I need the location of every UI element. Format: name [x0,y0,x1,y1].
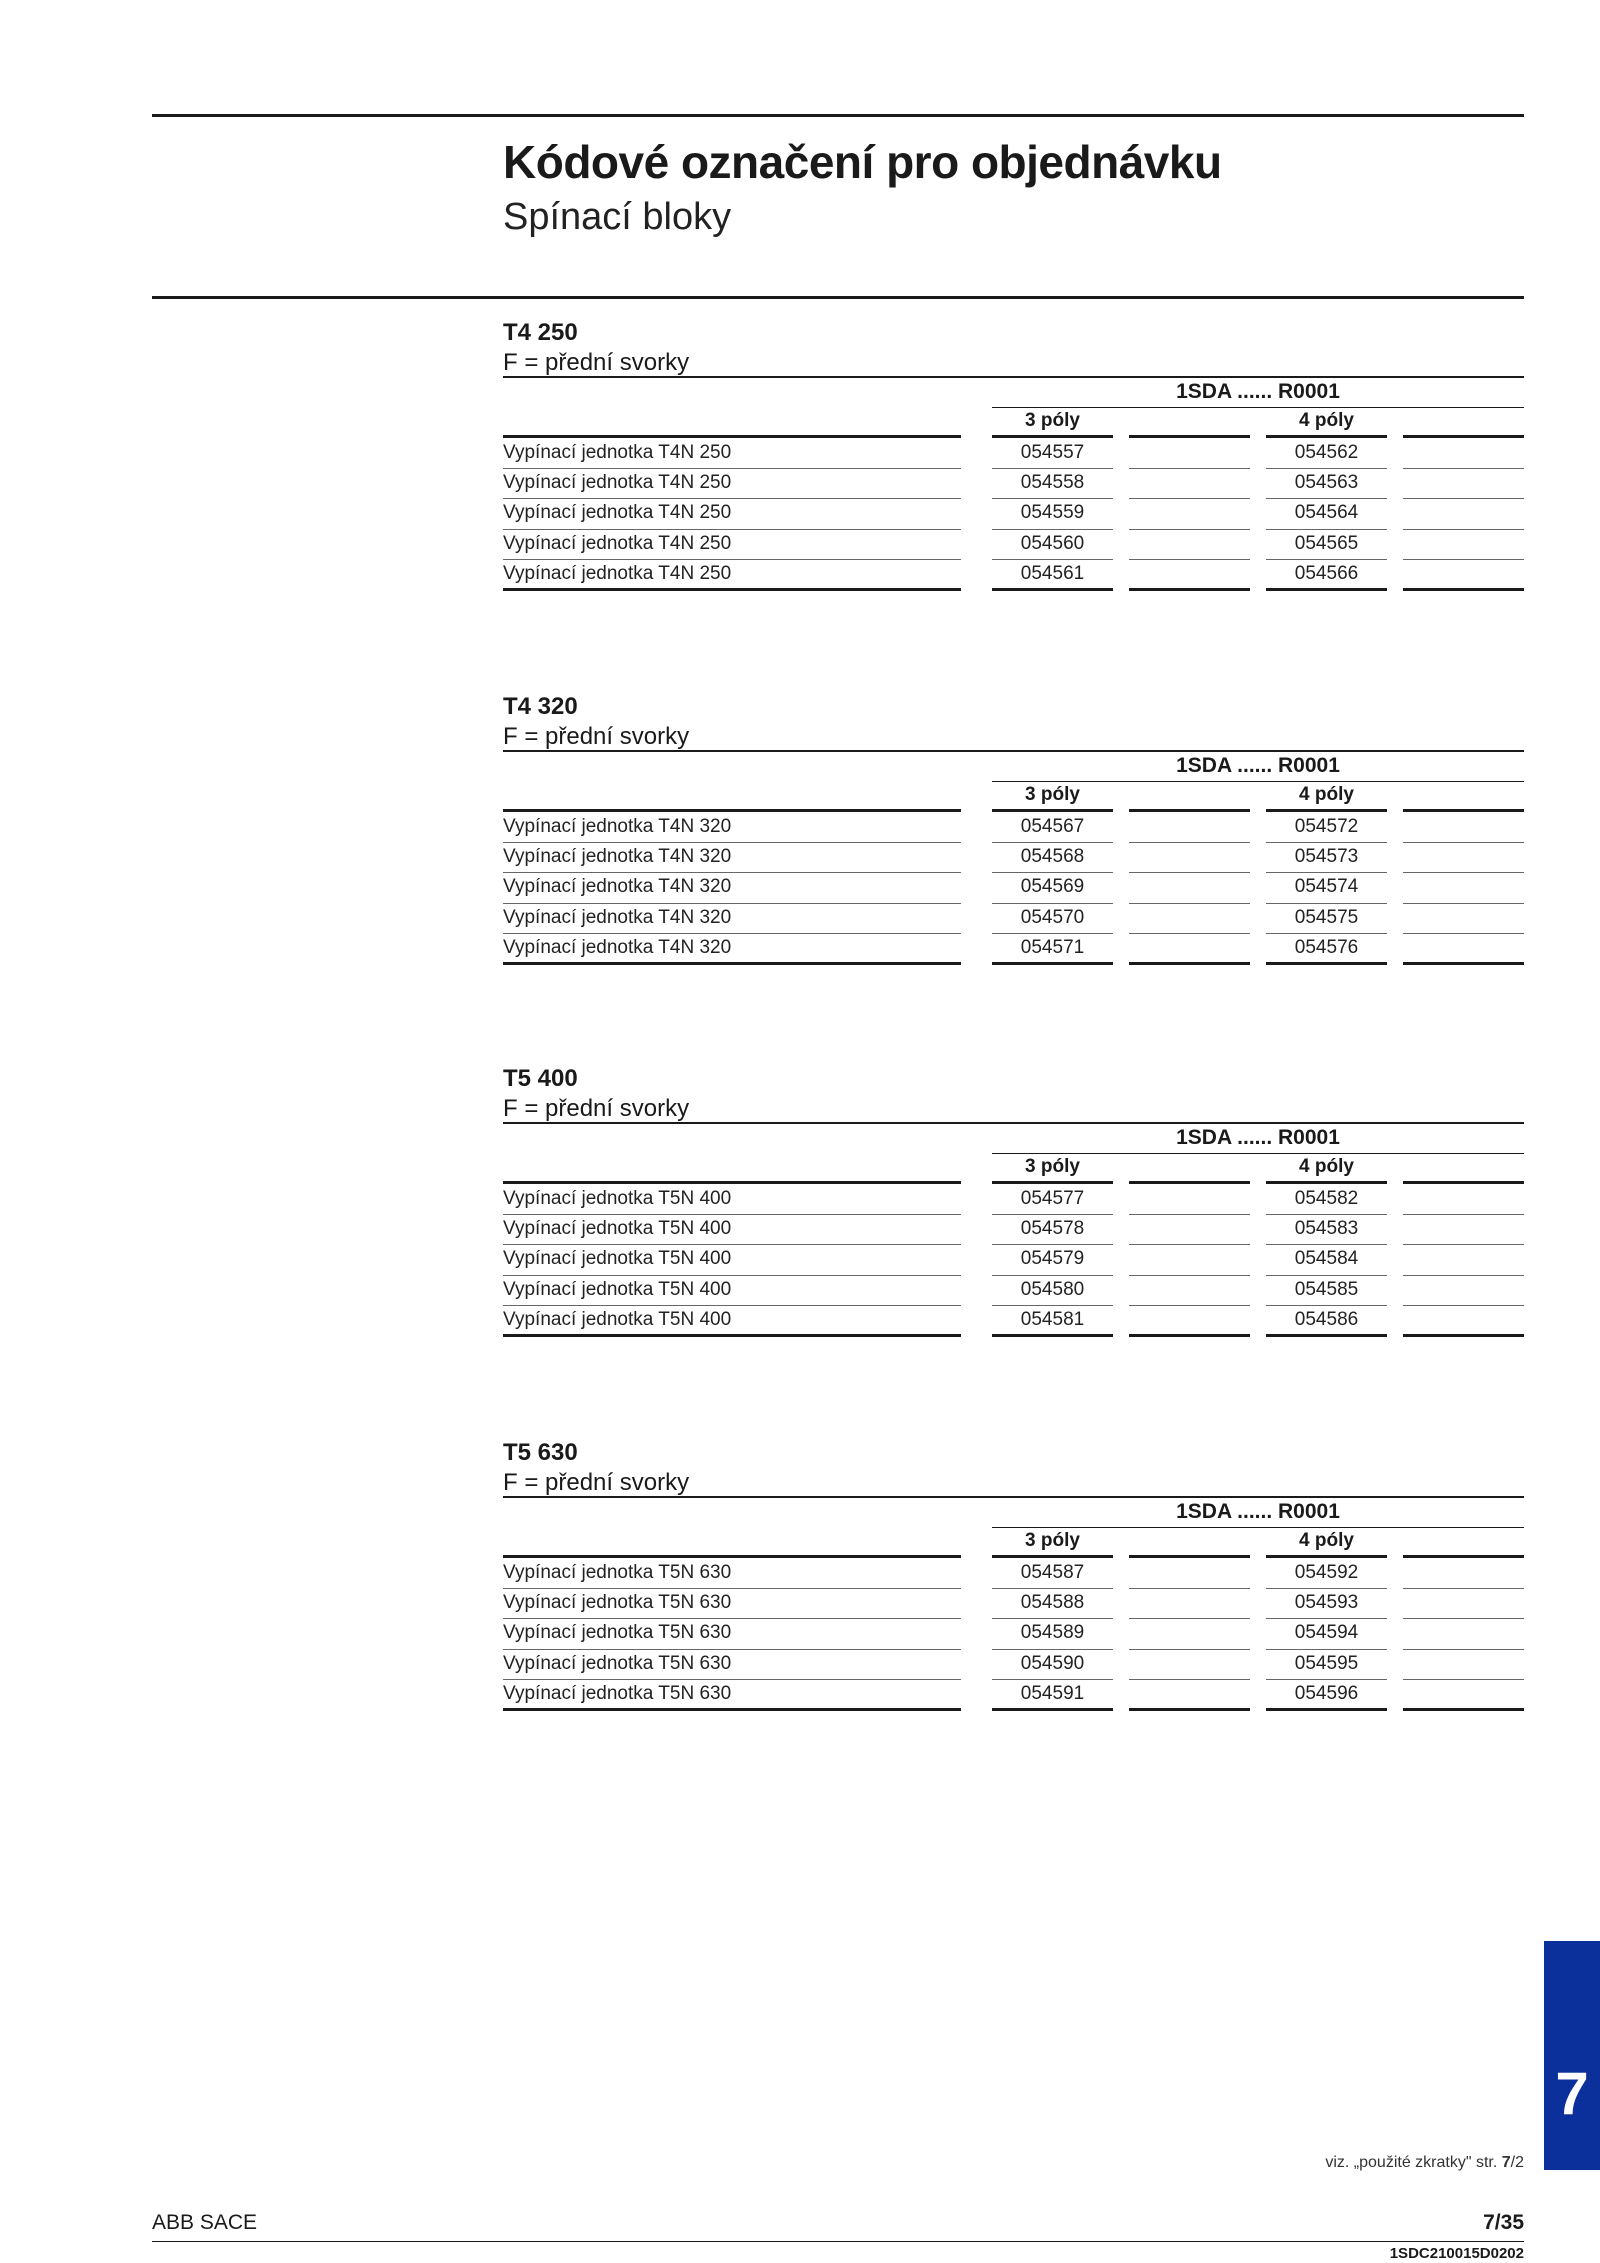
section-title: T4 320 [503,693,578,720]
order-code-3-poles: 054581 [1020,1308,1085,1330]
column-header-4-poles: 4 póly [1299,784,1354,805]
order-code-header: 1SDA ...... R0001 [1176,380,1340,403]
table-row-label: Vypínací jednotka T5N 630 [503,1652,732,1674]
table-row-divider [1129,529,1250,530]
table-row-divider [1129,468,1250,469]
order-code-3-poles: 054591 [1020,1682,1085,1704]
product-section [503,1438,1524,1718]
table-row-divider [1403,1649,1524,1650]
order-code-3-poles: 054567 [1020,816,1085,837]
section-title: T4 250 [503,319,578,346]
table-bottom-rule [503,962,961,965]
order-code-3-poles: 054589 [1020,1622,1085,1644]
table-row-divider [1129,1305,1250,1306]
order-code-3-poles: 054569 [1020,876,1085,898]
table-row-divider [1403,1275,1524,1276]
footer-rule [152,2241,1524,2242]
order-code-4-poles: 054563 [1294,472,1359,494]
table-bottom-rule [992,588,1113,591]
section-subtitle: F = přední svorky [503,1469,690,1496]
order-code-4-poles: 054564 [1294,502,1359,524]
order-code-header: 1SDA ...... R0001 [1176,1500,1340,1523]
table-bottom-rule [1129,962,1250,965]
footnote-page-rest: /2 [1510,2154,1524,2171]
chapter-number: 7 [1555,2060,1589,2127]
table-row-label: Vypínací jednotka T5N 630 [503,1622,732,1644]
footnote-page-bold: 7 [1501,2154,1511,2171]
page-title: Kódové označení pro objednávku [503,136,1222,188]
table-bottom-rule [1403,588,1524,591]
order-code-3-poles: 054559 [1020,502,1085,524]
table-row-divider [1129,1588,1250,1589]
table-row-divider [1129,498,1250,499]
table-row-divider [1129,1275,1250,1276]
chapter-tab [1544,1941,1600,2170]
table-bottom-rule [1403,1708,1524,1711]
order-code-3-poles: 054560 [1020,532,1085,554]
column-header-4-poles: 4 póly [1299,1530,1354,1551]
table-row-divider [1403,1244,1524,1245]
header [503,134,1222,244]
table-row-label: Vypínací jednotka T4N 250 [503,442,732,463]
product-section [503,692,1524,972]
order-code-4-poles: 054565 [1294,532,1359,554]
table-row-divider [1403,1214,1524,1215]
order-code-3-poles: 054570 [1020,906,1085,928]
table-row-label: Vypínací jednotka T4N 250 [503,502,732,524]
table-bottom-rule [1403,1334,1524,1337]
table-bottom-rule [1129,1708,1250,1711]
table-bottom-rule [1129,1334,1250,1337]
page-subtitle: Spínací bloky [503,196,732,238]
footer-company: ABB SACE [152,2211,258,2234]
order-code-3-poles: 054568 [1020,846,1085,868]
section-title: T5 400 [503,1065,578,1092]
order-code-4-poles: 054566 [1294,562,1359,584]
table-row-divider [1403,559,1524,560]
abbreviations-note [1325,2154,1524,2172]
section-title: T5 630 [503,1439,578,1466]
table-row-divider [1129,1618,1250,1619]
table-header-rule [1129,809,1250,812]
table-bottom-rule [1266,1708,1387,1711]
order-code-4-poles: 054596 [1294,1682,1359,1704]
order-code-4-poles: 054562 [1294,442,1359,463]
table-bottom-rule [503,588,961,591]
table-header-rule [1129,1181,1250,1184]
order-code-4-poles: 054574 [1294,876,1359,898]
section-subtitle: F = přední svorky [503,723,690,750]
table-row-divider [1129,842,1250,843]
table-bottom-rule [992,1334,1113,1337]
order-code-4-poles: 054572 [1294,816,1359,837]
section-subtitle: F = přední svorky [503,349,690,376]
table-row-label: Vypínací jednotka T4N 320 [503,906,732,928]
table-row-label: Vypínací jednotka T4N 320 [503,816,732,837]
table-row-label: Vypínací jednotka T4N 250 [503,532,732,554]
table-header-rule [1129,435,1250,438]
table-row-divider [1403,1305,1524,1306]
table-bottom-rule [992,962,1113,965]
table-row-divider [1403,903,1524,904]
header-rule [152,296,1524,299]
table-row-divider [1403,529,1524,530]
table-bottom-rule [1266,962,1387,965]
column-header-3-poles: 3 póly [1025,784,1080,805]
order-code-header: 1SDA ...... R0001 [1176,754,1340,777]
table-header-rule [1403,1555,1524,1558]
table-row-label: Vypínací jednotka T5N 400 [503,1188,732,1209]
order-code-3-poles: 054577 [1020,1188,1085,1209]
order-code-3-poles: 054590 [1020,1652,1085,1674]
table-bottom-rule [503,1708,961,1711]
column-header-4-poles: 4 póly [1299,1156,1354,1177]
table-row-divider [1129,1214,1250,1215]
order-code-4-poles: 054583 [1294,1218,1359,1240]
order-code-4-poles: 054593 [1294,1592,1359,1614]
order-code-4-poles: 054573 [1294,846,1359,868]
order-code-3-poles: 054557 [1020,442,1085,463]
order-code-4-poles: 054584 [1294,1248,1359,1270]
table-bottom-rule [1266,588,1387,591]
table-bottom-rule [1266,1334,1387,1337]
order-code-3-poles: 054571 [1020,936,1085,958]
order-code-4-poles: 054586 [1294,1308,1359,1330]
table-row-divider [1403,1588,1524,1589]
column-header-3-poles: 3 póly [1025,410,1080,431]
table-row-label: Vypínací jednotka T4N 320 [503,936,732,958]
table-row-divider [1129,933,1250,934]
table-row-divider [1403,1679,1524,1680]
table-row-label: Vypínací jednotka T5N 400 [503,1218,732,1240]
table-row-divider [1403,933,1524,934]
table-row-label: Vypínací jednotka T5N 630 [503,1682,732,1704]
table-row-label: Vypínací jednotka T5N 400 [503,1278,732,1300]
table-row-label: Vypínací jednotka T4N 320 [503,876,732,898]
order-code-4-poles: 054575 [1294,906,1359,928]
table-row-label: Vypínací jednotka T5N 630 [503,1592,732,1614]
order-code-3-poles: 054558 [1020,472,1085,494]
order-code-3-poles: 054578 [1020,1218,1085,1240]
order-code-4-poles: 054594 [1294,1622,1359,1644]
table-row-divider [1129,559,1250,560]
table-row-divider [1403,842,1524,843]
order-code-4-poles: 054595 [1294,1652,1359,1674]
table-row-divider [1403,1618,1524,1619]
order-code-3-poles: 054588 [1020,1592,1085,1614]
section-subtitle: F = přední svorky [503,1095,690,1122]
table-bottom-rule [1403,962,1524,965]
table-row-label: Vypínací jednotka T5N 400 [503,1248,732,1270]
table-bottom-rule [503,1334,961,1337]
table-row-divider [1129,1679,1250,1680]
product-section [503,1064,1524,1344]
table-row-divider [1129,1244,1250,1245]
column-header-4-poles: 4 póly [1299,410,1354,431]
column-header-3-poles: 3 póly [1025,1156,1080,1177]
table-row-divider [1403,468,1524,469]
table-row-label: Vypínací jednotka T4N 250 [503,562,732,584]
order-code-4-poles: 054585 [1294,1278,1359,1300]
table-row-divider [1129,872,1250,873]
footnote-text: viz. „použité zkratky" str. [1325,2154,1502,2171]
footer-doc-code: 1SDC210015D0202 [1389,2245,1524,2262]
table-row-divider [1129,1649,1250,1650]
table-row-divider [1403,872,1524,873]
table-row-divider [1403,498,1524,499]
order-code-header: 1SDA ...... R0001 [1176,1126,1340,1149]
table-header-rule [1129,1555,1250,1558]
order-code-4-poles: 054582 [1294,1188,1359,1209]
table-header-rule [1403,435,1524,438]
table-bottom-rule [1129,588,1250,591]
table-header-rule [1403,1181,1524,1184]
top-rule [152,114,1524,117]
order-code-3-poles: 054561 [1020,562,1085,584]
order-code-3-poles: 054579 [1020,1248,1085,1270]
table-row-label: Vypínací jednotka T5N 630 [503,1562,732,1583]
column-header-3-poles: 3 póly [1025,1530,1080,1551]
order-code-3-poles: 054580 [1020,1278,1085,1300]
table-row-label: Vypínací jednotka T5N 400 [503,1308,732,1330]
order-code-4-poles: 054592 [1294,1562,1359,1583]
footer-page-number: 7/35 [1483,2211,1524,2234]
table-row-divider [1129,903,1250,904]
order-code-4-poles: 054576 [1294,936,1359,958]
table-bottom-rule [992,1708,1113,1711]
product-section [503,318,1524,598]
table-row-label: Vypínací jednotka T4N 320 [503,846,732,868]
table-row-label: Vypínací jednotka T4N 250 [503,472,732,494]
order-code-3-poles: 054587 [1020,1562,1085,1583]
table-header-rule [1403,809,1524,812]
